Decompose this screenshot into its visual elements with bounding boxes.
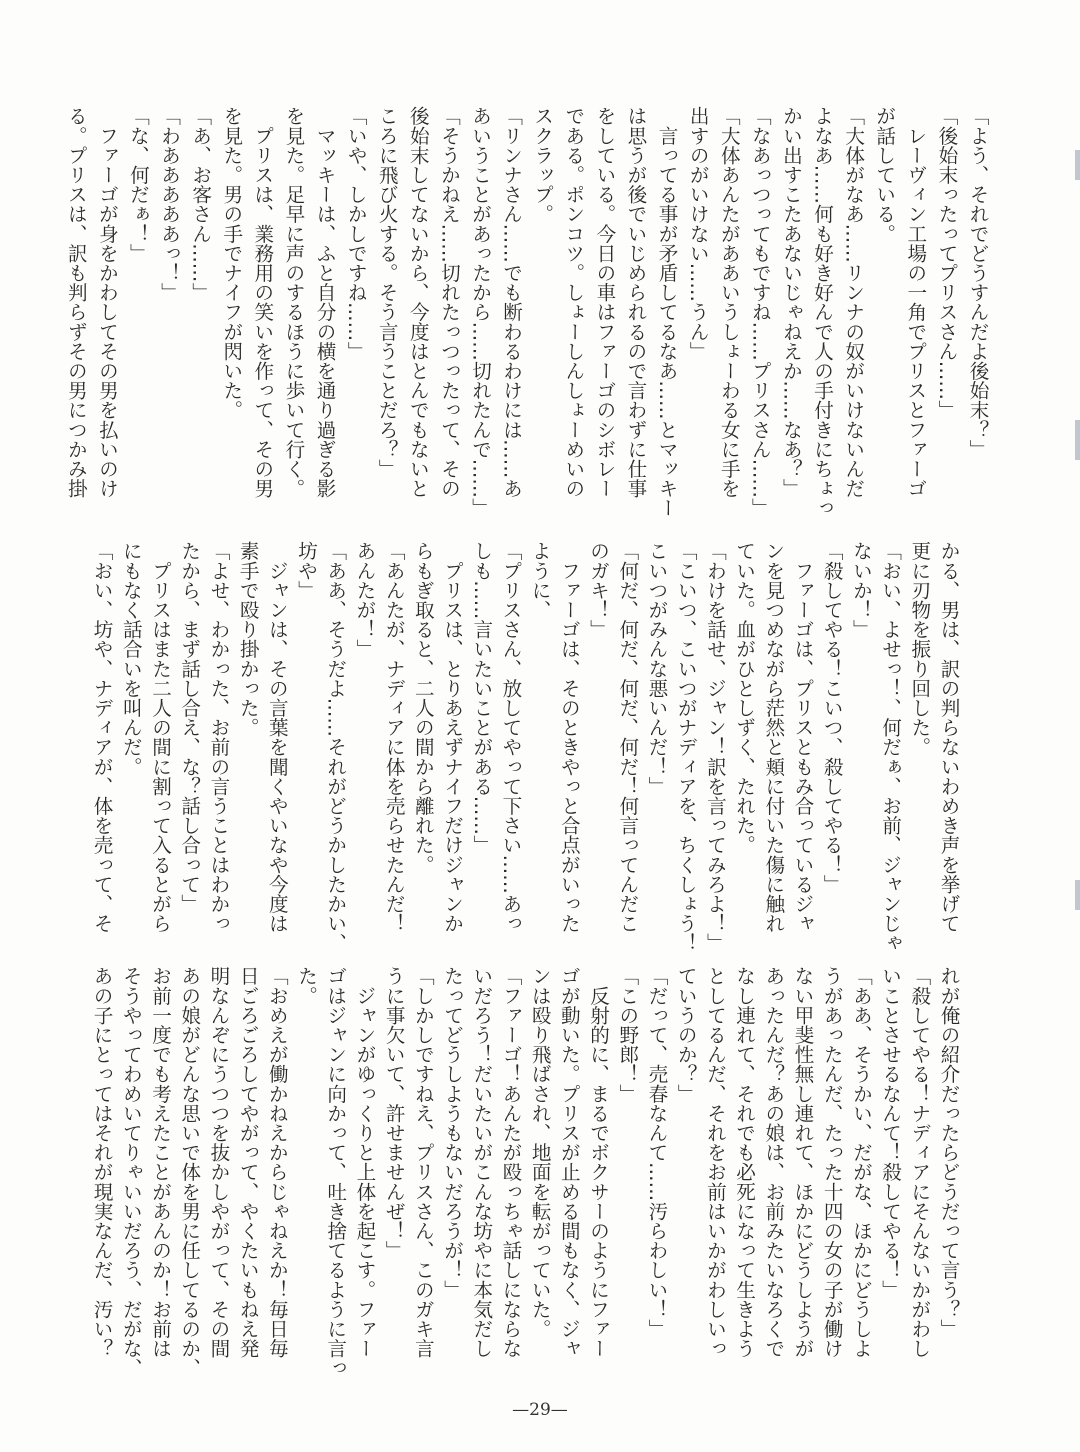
text-line: レーヴィン工場の一角でプリスとファーゴ: [903, 106, 927, 498]
text-line: 「おめえが働かねえからじゃねえか！毎日毎: [265, 966, 289, 1358]
text-line: を見た。男の手でナイフが閃いた。: [219, 106, 243, 420]
text-line: いことさせるなんて！殺してやる！」: [878, 966, 902, 1300]
text-line: 「後始末ったってプリスさん……」: [934, 106, 958, 420]
text-line: ジャンは、その言葉を聞くやいなや今度は: [265, 541, 289, 933]
text-line: プリスは、とりあえずナイフだけジャンか: [440, 541, 464, 933]
text-line: 「リンナさん……でも断わるわけには……あ: [499, 106, 523, 498]
binding-mark: [1075, 420, 1080, 460]
text-line: 「なあっつってもですね……プリスさん……」: [748, 106, 772, 518]
text-line: れが俺の紹介だったらどうだって言う？」: [937, 966, 960, 1339]
text-line: こいつがみんな悪いんだ！」: [644, 541, 668, 796]
text-line: ように、: [528, 541, 552, 620]
text-line: 「大体がなあ……リンナの奴がいけないんだ: [841, 106, 865, 498]
text-line: 「おい、坊や、ナディアが、体を売って、そ: [90, 541, 114, 933]
text-line: ない甲斐性無し連れて、ほかにどうしようが: [790, 966, 814, 1358]
text-line: 「この野郎！」: [615, 966, 639, 1104]
text-line: かい出すこたあないじゃねえか……なあ？」: [779, 106, 803, 498]
text-line: かる、男は、訳の判らないわめき声を挙げて: [937, 541, 960, 933]
text-line: ころに飛び火する。そう言うことだろ？」: [375, 106, 399, 479]
binding-mark: [1075, 880, 1080, 910]
text-line: 「しかしですねえ、プリスさん、このガキ言: [411, 966, 435, 1358]
text-line: 「あ、お客さん……」: [188, 106, 212, 302]
text-line: をしている。今日の車はファーゴのシボレー: [592, 106, 616, 498]
text-line: ジャンがゆっくりと上体を起こす。ファー: [352, 966, 376, 1358]
text-line: ンを見つめながら茫然と頬に付いた傷に触れ: [761, 541, 785, 933]
text-line: としてるんだ、それをお前はいかがわしいっ: [703, 966, 727, 1358]
text-line: 「よう、それでどうすんだよ後始末？」: [966, 106, 989, 459]
text-line: なし連れて、それでも必死になって生きよう: [732, 966, 756, 1358]
text-line: 「プリスさん、放してやって下さい……あっ: [498, 541, 522, 933]
text-block-middle: [87, 541, 963, 953]
text-line: たってどうしようもないだろうが！」: [440, 966, 464, 1300]
text-line: お前一度でも考えたことがあんのか！お前は: [148, 966, 172, 1358]
text-line: プリスはまた二人の間に割って入るとがら: [148, 541, 172, 933]
text-line: 「ああ、そうだよ……それがどうかしたかい、: [323, 541, 347, 953]
text-block-bottom: [87, 966, 963, 1378]
text-line: ンは殴り飛ばされ、地面を転がっていた。: [528, 966, 552, 1339]
text-line: あいうことがあったから……切れたんで……」: [468, 106, 492, 518]
text-line: ゴはジャンに向かって、吐き捨てるように言っ: [323, 966, 347, 1378]
text-line: 反射的に、まるでボクサーのようにファー: [586, 966, 610, 1358]
binding-mark: [1075, 150, 1080, 180]
text-line: 「殺してやる！ナディアにそんないかがわし: [907, 966, 931, 1358]
text-line: ファーゴが身をかわしてその男を払いのけ: [95, 106, 119, 498]
text-line: そうやってわめいてりゃいいだろう、だがな、: [119, 966, 143, 1378]
text-line: 「そうかねえ……切れたっつったって、その: [437, 106, 461, 498]
text-line: スクラップ。: [530, 106, 554, 224]
text-line: 「大体あんたがああいうしょーわる女に手を: [717, 106, 741, 498]
text-line: マッキーは、ふと自分の横を通り過ぎる影: [313, 106, 337, 498]
text-line: 「ファーゴ！あんたが殴っちゃ話しにならな: [498, 966, 522, 1358]
text-line: ファーゴは、そのときやっと合点がいった: [557, 541, 581, 933]
text-line: 「おい、よせっ！、何だぁ、お前、ジャンじゃ: [878, 541, 902, 953]
text-line: 「わあああああっ！」: [157, 106, 181, 302]
text-line: 更に刃物を振り回した。: [907, 541, 931, 757]
text-line: あんたが！」: [352, 541, 376, 659]
text-line: あの子にとってはそれが現実なんだ、汚い？: [90, 966, 114, 1358]
text-line: は思うが後でいじめられるので言わずに仕事: [623, 106, 647, 498]
text-line: 明なんぞにうつつを抜かしやがって、その間: [206, 966, 230, 1358]
text-line: 「だって、売春なんて……汚らわしい！」: [644, 966, 668, 1339]
text-line: が話している。: [872, 106, 896, 244]
text-line: あの娘がどんな思いで体を男に任してるのか、: [177, 966, 201, 1378]
text-line: 「何だ、何だ、何だ、何だ！何言ってんだこ: [615, 541, 639, 933]
text-line: 「あんたが、ナディアに体を売らせたんだ！: [382, 541, 406, 933]
text-line: 「ああ、そうかい、だがな、ほかにどうしよ: [849, 966, 873, 1358]
text-line: いだろう！だいたいがこんな坊やに本気だし: [469, 966, 493, 1358]
text-line: プリスは、業務用の笑いを作って、その男: [250, 106, 274, 498]
text-line: 「な、何だぁ！」: [126, 106, 150, 263]
text-line: 「よせ、わかった、お前の言うことはわかっ: [206, 541, 230, 933]
text-line: のガキ！」: [586, 541, 610, 639]
text-line: ていた。血がひとしずく、たれた。: [732, 541, 756, 855]
text-line: にもなく話合いを叫んだ。: [119, 541, 143, 777]
text-line: 「わけを話せ、ジャン！訳を言ってみろよ！」: [703, 541, 727, 953]
text-line: うがあったんだ、たった十四の女の子が働け: [820, 966, 844, 1358]
text-line: たから、まず話し合え、な？話し合って」: [177, 541, 201, 914]
text-line: 「こいつ、こいつがナディアを、ちくしょう！: [674, 541, 698, 953]
text-line: 日ごろごろしてやがって、やくたいもねえ発: [236, 966, 260, 1358]
text-block-top: [60, 106, 993, 518]
text-line: 素手で殴り掛かった。: [236, 541, 260, 737]
text-line: である。ポンコツ。しょーしんしょーめいの: [561, 106, 585, 498]
text-line: うに事欠いて、許せませんぜ！」: [382, 966, 406, 1260]
text-line: 後始末してないから、今度はとんでもないと: [406, 106, 430, 498]
text-line: ファーゴは、プリスともみ合っているジャ: [790, 541, 814, 933]
text-line: しも……言いたいことがある……」: [469, 541, 493, 855]
text-line: を見た。足早に声のするほうに歩いて行く。: [281, 106, 305, 498]
text-line: 「いや、しかしですね……」: [344, 106, 368, 361]
text-line: 坊や」: [294, 541, 318, 600]
text-line: よなあ……何も好き好んで人の手付きにちょっ: [810, 106, 834, 518]
text-line: 言ってる事が矛盾してるなあ……とマッキー: [655, 106, 679, 518]
text-line: る。プリスは、訳も判らずその男につかみ掛: [64, 106, 88, 498]
text-line: ていうのか？」: [674, 966, 698, 1104]
text-line: らもぎ取ると、二人の間から離れた。: [411, 541, 435, 875]
text-line: 「殺してやる！こいつ、殺してやる！」: [820, 541, 844, 894]
text-line: た。: [294, 966, 318, 1006]
text-line: あったんだ？あの娘は、お前みたいなろくで: [761, 966, 785, 1358]
page-number: —29—: [512, 1400, 568, 1420]
text-line: 出すのがいけない……うん」: [686, 106, 710, 361]
text-line: ゴが動いた。プリスが止める間もなく、ジャ: [557, 966, 581, 1358]
text-line: ないか！」: [849, 541, 873, 639]
